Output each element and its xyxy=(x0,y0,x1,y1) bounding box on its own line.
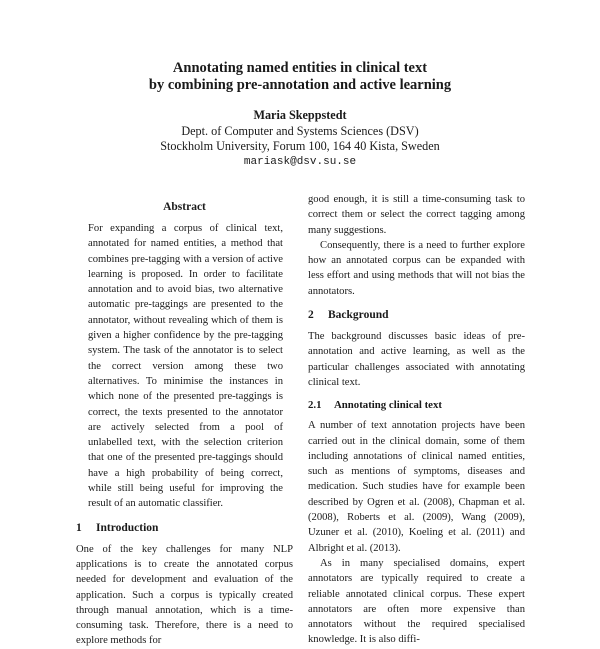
abstract-heading: Abstract xyxy=(163,201,206,213)
abstract-text: For expanding a corpus of clinical text, annotated for named entities, a method that combines pre-tagging with a version of active learning is proposed. In order to facilitate annotation and to avoid bias, two alternative automatic pre-taggings are presented to the annotator, without revealing which of them is given a higher confidence by the pre-tagging system. The task of the annotator is to select the correct version among these two alternatives. To minimise the instances in which none of the presented pre-taggings is correct, the texts presented to the annotator are actively selected from a pool of unlabelled text, with the selection criterion that one of the presented pre-taggings should have a high probability of being correct, while still being useful for improving the result of an automatic classifier. xyxy=(88,223,283,510)
background-paragraph-1: The background discusses basic ideas of pre-annotation and active learning, as well as the particular challenges associated with annotating clinical text. xyxy=(308,331,525,388)
section-title: Introduction xyxy=(96,521,159,534)
section-heading-introduction xyxy=(76,521,293,536)
introduction-paragraph-1: One of the key challenges for many NLP applications is to create the annotated corpus needed for development and evaluation of the application. Such a corpus is typically created through manual annotation, which is a time-consuming task. Therefore, there is a need to explore methods for xyxy=(76,543,293,647)
section-heading-background xyxy=(308,308,525,323)
author-block xyxy=(0,108,600,170)
annotating-paragraph-1: A number of text annotation projects have been carried out in the clinical domain, some of them including annotations of clinical named entities, such as mentions of symptoms, diseases and medication. Such studies have for example been described by Ogren et al. (2008), Chapman et al. (2008), Roberts et al. (2009), Wang (2009), Uzuner et al. (2010), Koeling et al. (2011) and Albright et al. (2013). xyxy=(308,420,525,554)
section-number: 2 xyxy=(308,309,314,322)
section-number: 1 xyxy=(76,521,82,534)
title-line-2: by combining pre-annotation and active learning xyxy=(148,77,452,93)
introduction-paragraph-2: Consequently, there is a need to further explore how an annotated corpus can be expanded with less effort and using methods that will not bias the annotators. xyxy=(308,239,525,297)
paper-title xyxy=(0,60,600,94)
introduction-paragraph-1-continued: good enough, it is still a time-consuming task to correct them or select the correct tagging among many suggestions. xyxy=(308,194,525,236)
subsection-heading-annotating-clinical-text xyxy=(308,398,525,413)
title-line-1: Annotating named entities in clinical text xyxy=(172,60,428,76)
left-column xyxy=(76,200,293,649)
section-title: Background xyxy=(328,309,389,322)
author-email: mariask@dsv.su.se xyxy=(243,155,357,168)
annotating-paragraph-2: As in many specialised domains, expert annotators are typically required to create a reliable annotated clinical corpus. These expert annotators are often more expensive than annotators without the required specialised knowledge. It is also diffi- xyxy=(308,557,525,646)
subsection-number: 2.1 xyxy=(308,399,322,412)
affiliation-line-2: Stockholm University, Forum 100, 164 40 Kista, Sweden xyxy=(160,139,440,153)
subsection-title: Annotating clinical text xyxy=(334,399,442,412)
author-name: Maria Skeppstedt xyxy=(253,108,347,122)
right-column xyxy=(308,192,525,648)
affiliation-line-1: Dept. of Computer and Systems Sciences (DSV) xyxy=(181,123,419,138)
